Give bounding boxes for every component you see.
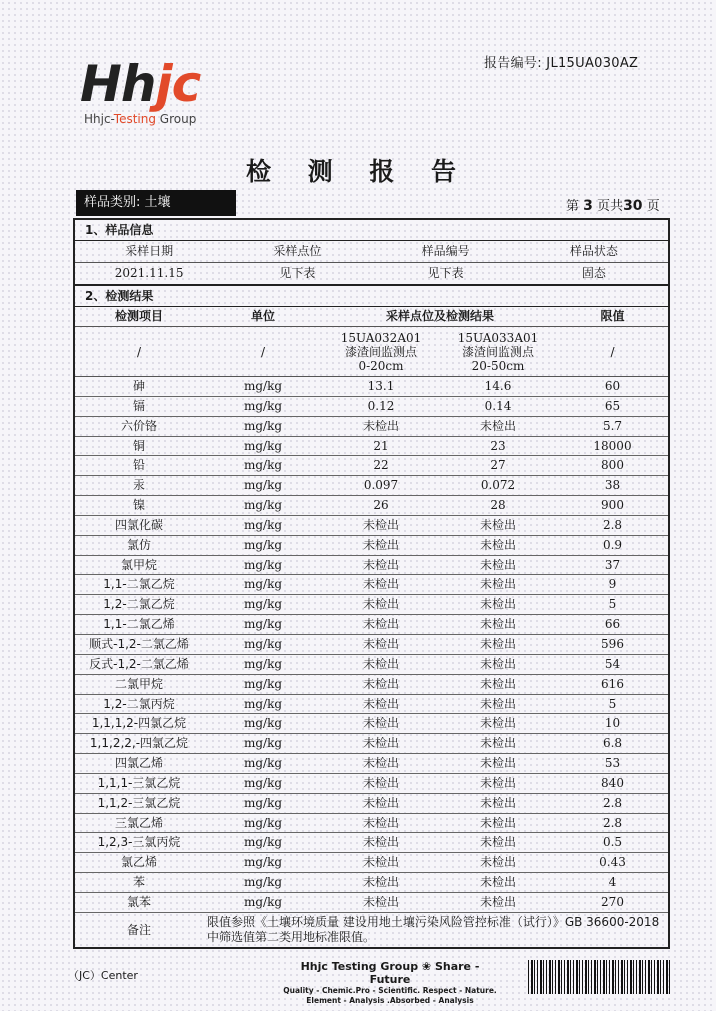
result-limit: 0.9 — [602, 537, 623, 552]
result-item: 氯仿 — [126, 537, 151, 552]
result-point2: 未检出 — [479, 696, 516, 711]
result-unit: mg/kg — [243, 557, 283, 572]
result-row — [75, 714, 668, 734]
result-limit: 10 — [604, 716, 621, 731]
result-row — [75, 873, 668, 893]
result-unit: mg/kg — [243, 577, 283, 592]
result-point1: 未检出 — [362, 775, 399, 790]
result-point1: 未检出 — [362, 537, 399, 552]
result-limit: 900 — [601, 498, 624, 513]
sample-info-value-row — [75, 263, 668, 286]
result-item: 1,2-二氯乙烷 — [103, 597, 175, 612]
page-current: 3 — [583, 198, 593, 214]
result-row — [75, 536, 668, 556]
sample-info-header: 采样日期 — [125, 244, 174, 258]
result-row — [75, 675, 668, 695]
col-limit-header: 限值 — [600, 309, 625, 323]
document-title: 检 测 报 告 — [245, 157, 471, 186]
sub-item: / — [136, 344, 142, 359]
result-item: 六价铬 — [120, 418, 157, 433]
result-point2: 未检出 — [479, 835, 516, 850]
result-unit: mg/kg — [243, 815, 283, 830]
sample-info-header: 样品编号 — [421, 244, 470, 258]
result-point1: 未检出 — [362, 636, 399, 651]
result-unit: mg/kg — [243, 398, 283, 413]
result-point2: 未检出 — [479, 557, 516, 572]
col-points-header: 采样点位及检测结果 — [385, 309, 494, 323]
result-point2: 未检出 — [479, 736, 516, 751]
result-unit: mg/kg — [243, 676, 283, 691]
result-point1: 未检出 — [362, 795, 399, 810]
result-item: 四氯化碳 — [114, 517, 163, 532]
result-point2: 未检出 — [479, 716, 516, 731]
sample-info-header: 采样点位 — [273, 244, 322, 258]
result-limit: 4 — [608, 875, 617, 890]
logo-part-hh: Hh — [80, 55, 156, 113]
result-point1: 未检出 — [362, 577, 399, 592]
result-point1: 22 — [373, 458, 389, 473]
point2-depth: 20-50cm — [471, 358, 525, 373]
result-limit: 9 — [608, 577, 617, 592]
result-point1: 未检出 — [362, 418, 399, 433]
result-unit: mg/kg — [243, 795, 283, 810]
result-point1: 26 — [373, 498, 389, 513]
page-pre: 第 — [566, 199, 580, 214]
sample-info-value: 见下表 — [427, 266, 464, 280]
result-unit: mg/kg — [243, 418, 283, 433]
page-indicator — [566, 195, 660, 214]
result-item: 镍 — [132, 498, 145, 513]
result-item: 三氯乙烯 — [114, 815, 163, 830]
result-point1: 未检出 — [362, 617, 399, 632]
footer-slogan-3: Element - Analysis .Absorbed - Analysis — [306, 996, 474, 1005]
footer-slogan-1: Hhjc Testing Group ❀ Share - Future — [300, 960, 480, 986]
result-row — [75, 893, 668, 913]
logo-wordmark — [80, 55, 201, 113]
result-unit: mg/kg — [243, 517, 283, 532]
result-unit: mg/kg — [243, 716, 283, 731]
result-point1: 未检出 — [362, 894, 399, 909]
result-item: 1,1-二氯乙烷 — [103, 577, 175, 592]
result-item: 反式-1,2-二氯乙烯 — [89, 656, 189, 671]
result-unit: mg/kg — [243, 894, 283, 909]
result-limit: 37 — [604, 557, 621, 572]
result-item: 铅 — [132, 458, 145, 473]
result-row — [75, 853, 668, 873]
result-row — [75, 615, 668, 635]
result-limit: 0.43 — [599, 855, 626, 870]
result-limit: 5 — [608, 696, 617, 711]
result-item: 顺式-1,2-二氯乙烯 — [89, 636, 189, 651]
result-unit: mg/kg — [243, 597, 283, 612]
result-point1: 0.12 — [367, 398, 395, 413]
result-point2: 28 — [490, 498, 506, 513]
logo-part-jc: jc — [155, 55, 201, 113]
result-limit: 800 — [601, 458, 624, 473]
result-limit: 53 — [604, 756, 621, 771]
page-mid: 页共 — [597, 199, 624, 214]
result-item: 砷 — [132, 379, 145, 393]
result-limit: 60 — [604, 379, 621, 393]
result-row — [75, 516, 668, 536]
result-limit: 616 — [601, 676, 624, 691]
results-subheader-row — [75, 327, 668, 377]
col-item-header: 检测项目 — [114, 309, 163, 323]
result-limit: 270 — [601, 894, 624, 909]
result-point1: 未检出 — [362, 835, 399, 850]
result-point1: 未检出 — [362, 517, 399, 532]
result-row — [75, 814, 668, 834]
section-sample-info-title: 1、样品信息 — [75, 220, 668, 241]
result-row — [75, 456, 668, 476]
result-limit: 5 — [608, 597, 617, 612]
result-limit: 66 — [604, 617, 621, 632]
result-row — [75, 496, 668, 516]
point1-location: 漆渣间监测点 — [344, 344, 417, 359]
results-header-row — [75, 307, 668, 327]
result-item: 氯甲烷 — [120, 557, 157, 572]
footer-slogan-2: Quality - Chemic.Pro - Scientific. Respect - Nature. — [283, 986, 497, 995]
result-point1: 未检出 — [362, 736, 399, 751]
sample-info-value: 固态 — [581, 266, 606, 280]
result-row — [75, 734, 668, 754]
result-point1: 未检出 — [362, 597, 399, 612]
result-unit: mg/kg — [243, 775, 283, 790]
result-item: 汞 — [132, 478, 145, 493]
result-point2: 未检出 — [479, 855, 516, 870]
remark-text: 限值参照《土壤环境质量 建设用地土壤污染风险管控标准（试行）》GB 36600-2018中筛选值第二类用地标准限值。 — [207, 914, 660, 944]
result-item: 苯 — [132, 875, 145, 890]
result-point2: 23 — [490, 438, 506, 453]
result-row — [75, 655, 668, 675]
result-item: 1,1,1-三氯乙烷 — [97, 775, 181, 790]
result-item: 1,1-二氯乙烯 — [103, 617, 175, 632]
result-unit: mg/kg — [243, 458, 283, 473]
result-row — [75, 417, 668, 437]
result-row — [75, 635, 668, 655]
sampling-point-2 — [439, 327, 557, 376]
result-point2: 未检出 — [479, 577, 516, 592]
point2-location: 漆渣间监测点 — [461, 344, 534, 359]
page-post: 页 — [646, 199, 660, 214]
result-limit: 18000 — [593, 438, 632, 453]
result-point1: 未检出 — [362, 756, 399, 771]
result-limit: 596 — [601, 636, 624, 651]
logo-sub-3: Group — [155, 112, 197, 126]
result-point2: 未检出 — [479, 537, 516, 552]
result-unit: mg/kg — [243, 636, 283, 651]
result-point2: 未检出 — [479, 894, 516, 909]
point1-id: 15UA032A01 — [340, 330, 422, 345]
result-point1: 未检出 — [362, 696, 399, 711]
company-logo — [80, 55, 201, 126]
result-unit: mg/kg — [243, 656, 283, 671]
result-point2: 未检出 — [479, 597, 516, 612]
result-unit: mg/kg — [243, 617, 283, 632]
result-row — [75, 754, 668, 774]
result-unit: mg/kg — [243, 756, 283, 771]
result-row — [75, 794, 668, 814]
result-point2: 未检出 — [479, 418, 516, 433]
result-point1: 未检出 — [362, 716, 399, 731]
result-limit: 5.7 — [602, 418, 623, 433]
sample-info-header: 样品状态 — [569, 244, 618, 258]
result-point1: 未检出 — [362, 855, 399, 870]
result-point2: 未检出 — [479, 795, 516, 810]
result-limit: 2.8 — [602, 795, 623, 810]
result-row — [75, 476, 668, 496]
results-body — [75, 377, 668, 913]
remark-row — [75, 913, 668, 947]
result-item: 四氯乙烯 — [114, 756, 163, 771]
point1-depth: 0-20cm — [358, 358, 404, 373]
result-unit: mg/kg — [243, 438, 283, 453]
result-row — [75, 377, 668, 397]
logo-sub-1: Hhjc- — [84, 112, 114, 126]
sub-limit: / — [610, 344, 615, 359]
col-unit-header: 单位 — [250, 309, 275, 323]
result-row — [75, 595, 668, 615]
result-point2: 未检出 — [479, 756, 516, 771]
result-limit: 840 — [601, 775, 624, 790]
result-unit: mg/kg — [243, 835, 283, 850]
result-limit: 38 — [604, 478, 621, 493]
result-item: 1,1,2-三氯乙烷 — [97, 795, 181, 810]
result-point2: 未检出 — [479, 775, 516, 790]
result-row — [75, 556, 668, 576]
result-point1: 未检出 — [362, 676, 399, 691]
result-point2: 未检出 — [479, 517, 516, 532]
result-point1: 未检出 — [362, 557, 399, 572]
sampling-point-1 — [323, 327, 439, 376]
result-limit: 65 — [604, 398, 621, 413]
result-row — [75, 575, 668, 595]
result-point1: 21 — [373, 438, 389, 453]
result-item: 氯乙烯 — [120, 855, 157, 870]
result-point1: 未检出 — [362, 815, 399, 830]
result-item: 镉 — [132, 398, 145, 413]
result-point2: 未检出 — [479, 617, 516, 632]
result-point2: 未检出 — [479, 875, 516, 890]
result-point2: 未检出 — [479, 815, 516, 830]
point2-id: 15UA033A01 — [457, 330, 539, 345]
result-point1: 未检出 — [362, 656, 399, 671]
result-item: 铜 — [132, 438, 145, 453]
result-unit: mg/kg — [243, 736, 283, 751]
result-point1: 13.1 — [367, 379, 395, 393]
result-point2: 0.14 — [484, 398, 512, 413]
result-item: 1,1,1,2-四氯乙烷 — [91, 716, 187, 731]
result-point2: 未检出 — [479, 676, 516, 691]
result-item: 1,2,3-三氯丙烷 — [97, 835, 181, 850]
result-point2: 14.6 — [484, 379, 512, 393]
result-unit: mg/kg — [243, 498, 283, 513]
sample-info-header-row — [75, 241, 668, 263]
result-point2: 未检出 — [479, 656, 516, 671]
result-unit: mg/kg — [243, 478, 283, 493]
section-results-title: 2、检测结果 — [75, 286, 668, 307]
result-unit: mg/kg — [243, 696, 283, 711]
result-item: 氯苯 — [126, 894, 151, 909]
result-row — [75, 774, 668, 794]
result-point2: 未检出 — [479, 636, 516, 651]
remark-label: 备注 — [126, 923, 151, 938]
result-row — [75, 833, 668, 853]
result-unit: mg/kg — [243, 855, 283, 870]
sample-info-value: 见下表 — [279, 266, 316, 280]
footer-slogan — [280, 960, 500, 1006]
result-unit: mg/kg — [243, 379, 283, 393]
logo-sub-2: Testing — [113, 112, 156, 126]
sub-unit: / — [260, 344, 266, 359]
result-limit: 6.8 — [602, 736, 623, 751]
result-row — [75, 695, 668, 715]
result-item: 1,2-二氯丙烷 — [103, 696, 175, 711]
result-unit: mg/kg — [243, 537, 283, 552]
result-limit: 0.5 — [602, 835, 623, 850]
sample-info-value: 2021.11.15 — [114, 266, 184, 280]
result-row — [75, 437, 668, 457]
result-item: 二氯甲烷 — [114, 676, 163, 691]
sample-category: 样品类别: 土壤 — [76, 190, 236, 216]
barcode — [528, 960, 670, 994]
footer-center-label: （JC）Center — [68, 969, 138, 982]
result-row — [75, 397, 668, 417]
result-point1: 0.097 — [363, 478, 399, 493]
result-point2: 0.072 — [480, 478, 516, 493]
result-item: 1,1,2,2,-四氯乙烷 — [89, 736, 189, 751]
report-table — [73, 218, 670, 949]
result-unit: mg/kg — [243, 875, 283, 890]
result-limit: 2.8 — [602, 815, 623, 830]
page-total: 30 — [623, 198, 643, 214]
result-limit: 2.8 — [602, 517, 623, 532]
report-number: 报告编号: JL15UA030AZ — [484, 56, 639, 71]
result-limit: 54 — [604, 656, 621, 671]
logo-tagline — [84, 112, 200, 126]
result-point1: 未检出 — [362, 875, 399, 890]
result-point2: 27 — [490, 458, 506, 473]
